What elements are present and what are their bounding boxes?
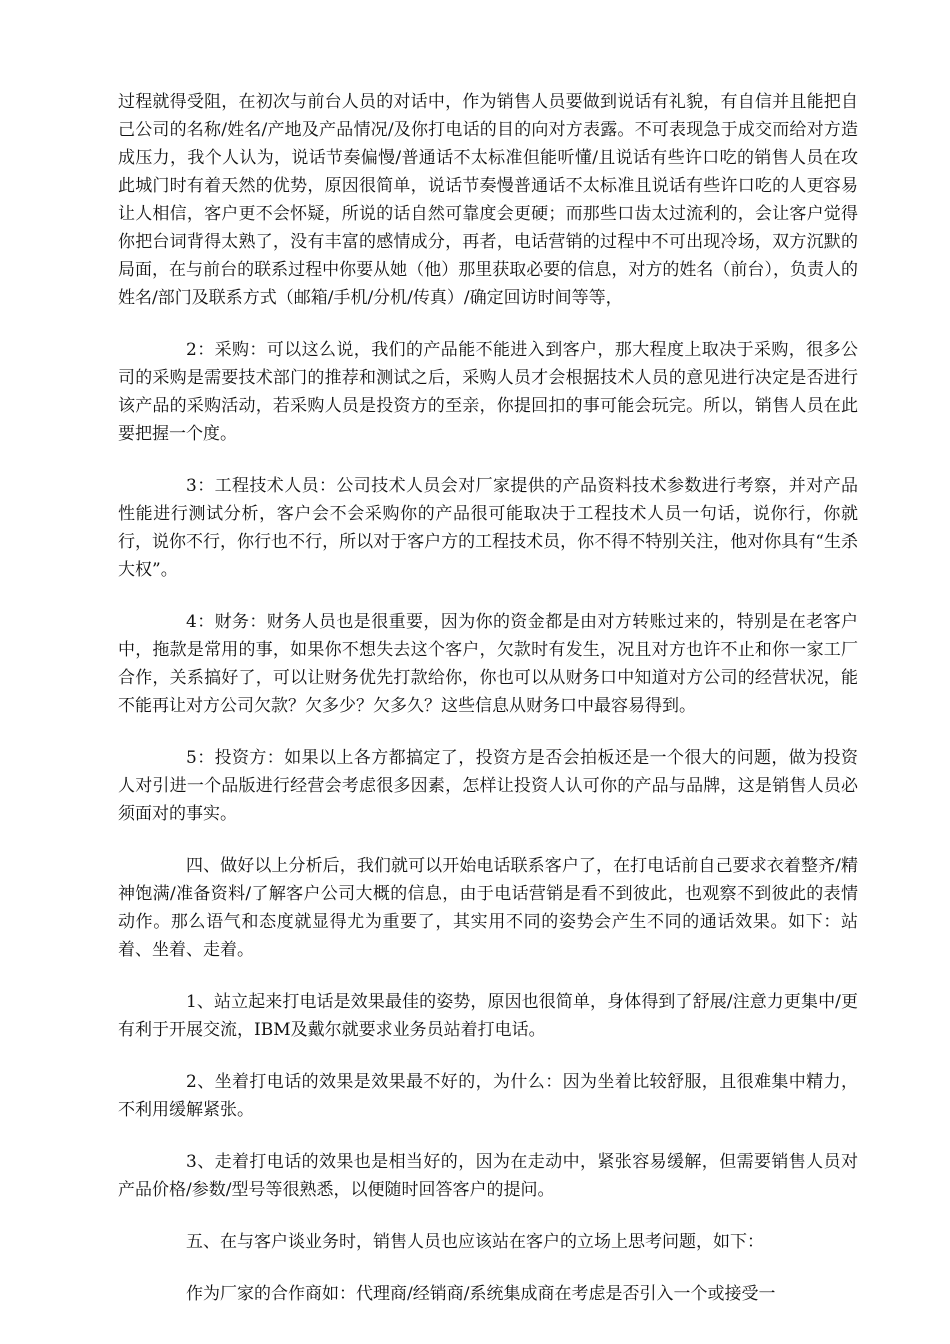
paragraph-section-five: 五、在与客户谈业务时，销售人员也应该站在客户的立场上思考问题，如下： — [186, 1232, 764, 1252]
paragraph-finance: 4：财务：财务人员也是很重要，因为你的资金都是由对方转账过来的，特别是在老客户中，拖款是常用的事，如果你不想失去这个客户，欠款时有发生，况且对方也许不止和你一家工厂合作，关系搞好了，可以让财务优先打款给你，你也可以从财务口中知道对方公司的经营状况，能不能再让对方公司欠款？欠多少？欠多久？这些信息从财务口中最容易得到。 — [118, 612, 858, 716]
paragraph-receptionist-dialogue: 过程就得受阻，在初次与前台人员的对话中，作为销售人员要做到说话有礼貌，有自信并且能把自己公司的名称/姓名/产地及产品情况/及你打电话的目的向对方表露。不可表现急于成交而给对方造成压力，我个人认为，说话节奏偏慢/普通话不太标准但能听懂/且说话有些许口吃的销售人员在攻此城门时有着天然的优势，原因很简单，说话节奏慢普通话不太标准且说话有些许口吃的人更容易让人相信，客户更不会怀疑，所说的话自然可靠度会更硬；而那些口齿太过流利的，会让客户觉得你把台词背得太熟了，没有丰富的感情成分，再者，电话营销的过程中不可出现冷场，双方沉默的局面，在与前台的联系过程中你要从她（他）那里获取必要的信息，对方的姓名（前台），负责人的姓名/部门及联系方式（邮箱/手机/分机/传真）/确定回访时间等等， — [118, 92, 858, 308]
paragraph-partner: 作为厂家的合作商如：代理商/经销商/系统集成商在考虑是否引入一个或接受一 — [186, 1284, 776, 1304]
paragraph-walking-call: 3、走着打电话的效果也是相当好的，因为在走动中，紧张容易缓解，但需要销售人员对产品价格/参数/型号等很熟悉，以便随时回答客户的提问。 — [118, 1152, 858, 1200]
paragraph-engineering-staff: 3：工程技术人员：公司技术人员会对厂家提供的产品资料技术参数进行考察，并对产品性能进行测试分析，客户会不会采购你的产品很可能取决于工程技术人员一句话，说你行，你就行，说你不行，你行也不行，所以对于客户方的工程技术员，你不得不特别关注，他对你具有“生杀大权”。 — [118, 476, 858, 580]
paragraph-section-four: 四、做好以上分析后，我们就可以开始电话联系客户了，在打电话前自己要求衣着整齐/精神饱满/准备资料/了解客户公司大概的信息，由于电话营销是看不到彼此，也观察不到彼此的表情动作。那么语气和态度就显得尤为重要了，其实用不同的姿势会产生不同的通话效果。如下：站着、坐着、走着。 — [118, 856, 858, 960]
paragraph-sitting-call: 2、坐着打电话的效果是效果最不好的，为什么：因为坐着比较舒服，且很难集中精力，不利用缓解紧张。 — [118, 1072, 858, 1120]
paragraph-purchasing: 2：采购：可以这么说，我们的产品能不能进入到客户，那大程度上取决于采购，很多公司的采购是需要技术部门的推荐和测试之后，采购人员才会根据技术人员的意见进行决定是否进行该产品的采购活动，若采购人员是投资方的至亲，你提回扣的事可能会玩完。所以，销售人员在此要把握一个度。 — [118, 340, 858, 444]
paragraph-standing-call: 1、站立起来打电话是效果最佳的姿势，原因也很简单，身体得到了舒展/注意力更集中/更有利于开展交流，IBM及戴尔就要求业务员站着打电话。 — [118, 992, 858, 1040]
paragraph-investor: 5：投资方：如果以上各方都搞定了，投资方是否会拍板还是一个很大的问题，做为投资人对引进一个品版进行经营会考虑很多因素，怎样让投资人认可你的产品与品牌，这是销售人员必须面对的事实。 — [118, 748, 858, 824]
document-body — [118, 88, 858, 1332]
